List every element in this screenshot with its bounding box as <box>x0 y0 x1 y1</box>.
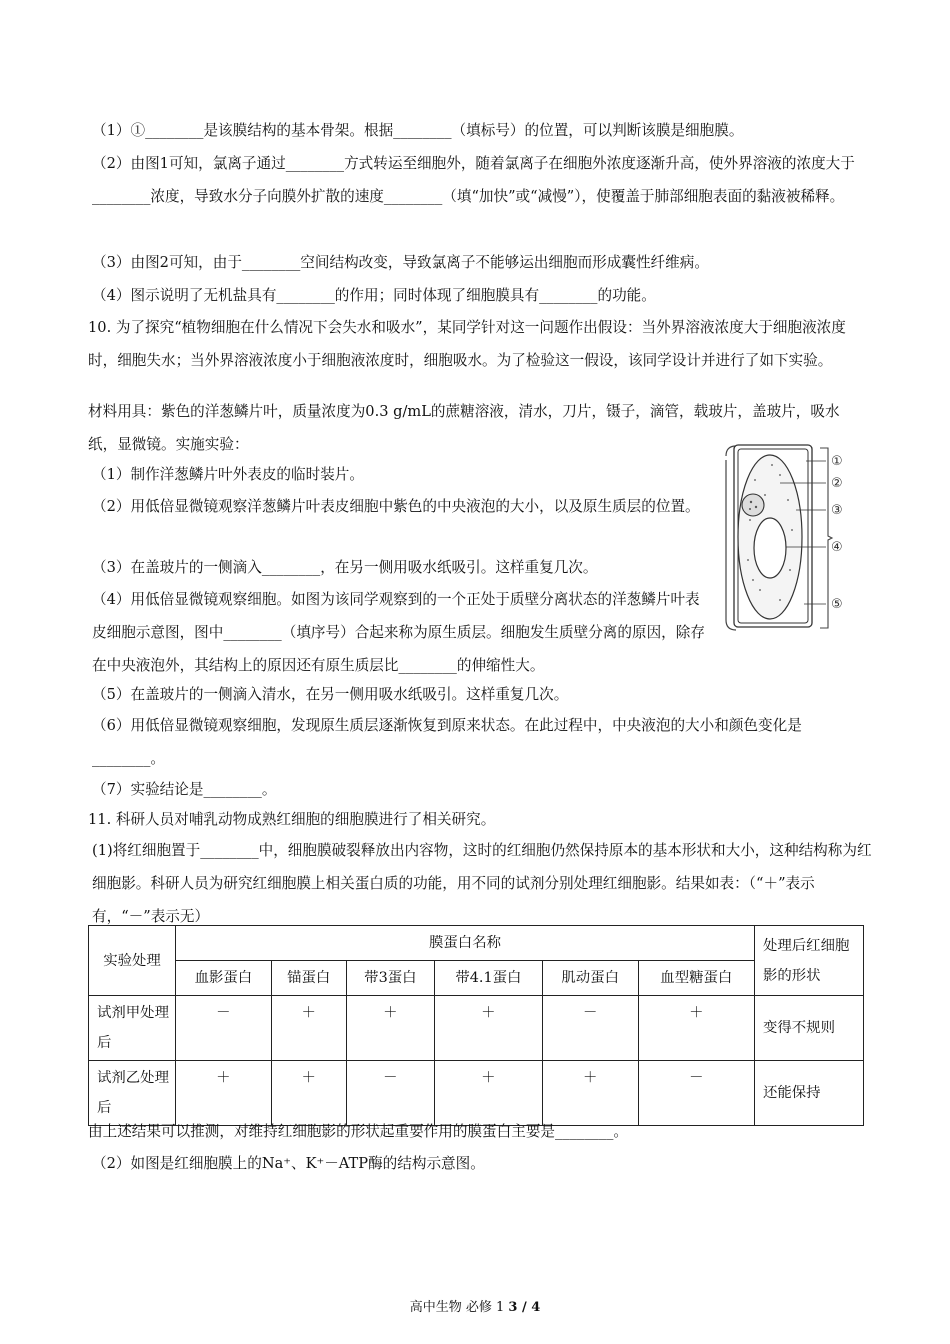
mark-cell: － <box>176 996 272 1061</box>
mark-cell: ＋ <box>271 996 346 1061</box>
shape-cell: 变得不规则 <box>755 996 864 1061</box>
mark-cell: － <box>542 996 638 1061</box>
nucleus <box>742 494 764 516</box>
page-footer <box>0 1296 950 1315</box>
table-corner-header: 实验处理 <box>89 926 176 996</box>
protein-result-table <box>88 925 864 1126</box>
treatment-cell: 试剂乙处理后 <box>89 1061 176 1126</box>
figure-label-5: ⑤ <box>831 597 843 612</box>
q11-inference: 由上述结果可以推测，对维持红细胞影的形状起重要作用的膜蛋白主要是________。 <box>88 1123 628 1140</box>
figure-label-1: ① <box>831 454 843 469</box>
treatment-cell: 试剂甲处理后 <box>89 996 176 1061</box>
q10-step4-text: （4）用低倍显微镜观察细胞。如图为该同学观察到的一个正处于质壁分离状态的洋葱鳞片叶表皮细胞示意图，图中________（填序号）合起来称为原生质层。细胞发生质壁分离的原因，除存在中央液泡外，其结构上的原因还有原生质层比________的伸缩性大。 <box>92 591 705 674</box>
table-row <box>89 996 864 1061</box>
mark-cell: ＋ <box>638 996 754 1061</box>
q9-part3: （3）由图2可知，由于________空间结构改变，导致氯离子不能够运出细胞而形成囊性纤维病。 <box>92 254 709 271</box>
protein-header: 带4.1蛋白 <box>434 961 542 996</box>
q11-part1: (1)将红细胞置于________中，细胞膜破裂释放出内容物，这时的红细胞仍然保持原本的基本形状和大小，这种结构称为红细胞影。科研人员为研究红细胞膜上相关蛋白质的功能，用不同的试剂分别处理红细胞影。结果如表：（“＋”表示有，“－”表示无） <box>92 842 872 925</box>
footer-page-number: 3 / 4 <box>508 1300 541 1315</box>
mark-cell: － <box>346 1061 434 1126</box>
mark-cell: ＋ <box>271 1061 346 1126</box>
q10-materials: 材料用具：紫色的洋葱鳞片叶，质量浓度为0.3 g/mL的蔗糖溶液，清水，刀片，镊子，滴管，载玻片，盖玻片，吸水纸，显微镜。实施实验： <box>88 403 840 453</box>
plasmolysis-cell-figure <box>720 440 870 635</box>
q10-stem: 10. 为了探究“植物细胞在什么情况下会失水和吸水”，某同学针对这一问题作出假设：当外界溶液浓度大于细胞液浓度时，细胞失水；当外界溶液浓度小于细胞液浓度时，细胞吸水。为了检验这一假设，该同学设计并进行了如下实验。 <box>88 319 846 369</box>
q10-step1: （1）制作洋葱鳞片叶外表皮的临时装片。 <box>92 466 364 483</box>
q10-step7: （7）实验结论是________。 <box>92 781 277 798</box>
q9-part4: （4）图示说明了无机盐具有________的作用；同时体现了细胞膜具有________的功能。 <box>92 287 656 304</box>
mark-cell: ＋ <box>434 996 542 1061</box>
protein-header: 锚蛋白 <box>271 961 346 996</box>
mark-cell: ＋ <box>434 1061 542 1126</box>
protein-header: 带3蛋白 <box>346 961 434 996</box>
q11-stem: 11. 科研人员对哺乳动物成熟红细胞的细胞膜进行了相关研究。 <box>88 811 496 828</box>
footer-course: 高中生物 必修 1 <box>409 1300 505 1315</box>
mark-cell: ＋ <box>542 1061 638 1126</box>
q10-step2: （2）用低倍显微镜观察洋葱鳞片叶表皮细胞中紫色的中央液泡的大小，以及原生质层的位置。 <box>92 498 700 515</box>
q9-part1: （1）①________是该膜结构的基本骨架。根据________（填标号）的位置，可以判断该膜是细胞膜。 <box>92 122 744 139</box>
figure-label-2: ② <box>831 476 843 491</box>
q10-step5: （5）在盖玻片的一侧滴入清水，在另一侧用吸水纸吸引。这样重复几次。 <box>92 686 569 703</box>
shape-cell: 还能保持 <box>755 1061 864 1126</box>
q10-step3: （3）在盖玻片的一侧滴入________，在另一侧用吸水纸吸引。这样重复几次。 <box>92 559 598 576</box>
protein-header: 肌动蛋白 <box>542 961 638 996</box>
figure-label-4: ④ <box>831 540 843 555</box>
q11-part2: （2）如图是红细胞膜上的Na⁺、K⁺－ATP酶的结构示意图。 <box>92 1155 485 1172</box>
mark-cell: ＋ <box>346 996 434 1061</box>
q9-part2: （2）由图1可知，氯离子通过________方式转运至细胞外，随着氯离子在细胞外浓度逐渐升高，使外界溶液的浓度大于________浓度，导致水分子向膜外扩散的速度________（填“加快”或“减慢”），使覆盖于肺部细胞表面的黏液被稀释。 <box>92 155 855 205</box>
table-group-header: 膜蛋白名称 <box>176 926 755 961</box>
protein-header: 血型糖蛋白 <box>638 961 754 996</box>
q10-step6: （6）用低倍显微镜观察细胞，发现原生质层逐渐恢复到原来状态。在此过程中，中央液泡的大小和颜色变化是________。 <box>92 717 802 767</box>
protein-header: 血影蛋白 <box>176 961 272 996</box>
central-vacuole <box>754 518 786 578</box>
figure-label-3: ③ <box>831 503 843 518</box>
mark-cell: ＋ <box>176 1061 272 1126</box>
mark-cell: － <box>638 1061 754 1126</box>
table-shape-header: 处理后红细胞影的形状 <box>755 926 864 996</box>
